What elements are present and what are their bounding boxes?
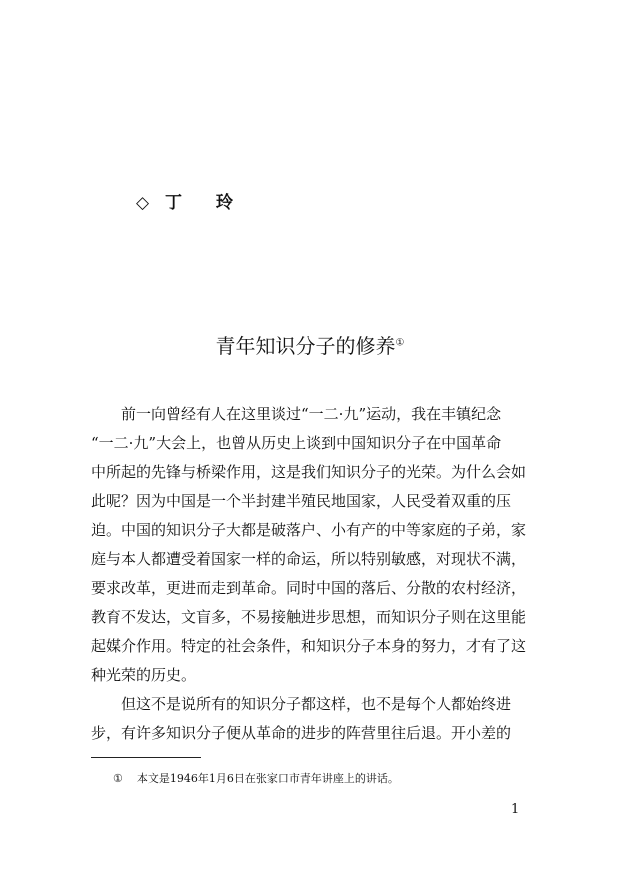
article-title-text: 青年知识分子的修养 bbox=[215, 334, 396, 358]
diamond-icon: ◇ bbox=[136, 193, 150, 213]
body-line: 迫。中国的知识分子大都是破落户、小有产的中等家庭的子弟，家 bbox=[91, 521, 527, 539]
body-line: 起媒介作用。特定的社会条件，和知识分子本身的努力，才有了这 bbox=[91, 637, 527, 655]
body-line: “一二·九”大会上，也曾从历史上谈到中国知识分子在中国革命 bbox=[91, 434, 502, 452]
body-line: 要求改革，更进而走到革命。同时中国的落后、分散的农村经济， bbox=[91, 579, 527, 597]
footnote-mark: ① bbox=[113, 772, 123, 785]
body-line: 步，有许多知识分子便从革命的进步的阵营里往后退。开小差的 bbox=[91, 724, 512, 742]
body-line: 前一向曾经有人在这里谈过“一二·九”运动，我在丰镇纪念 bbox=[121, 405, 502, 423]
body-line: 但这不是说所有的知识分子都这样，也不是每个人都始终进 bbox=[121, 695, 512, 713]
body-line: 教育不发达，文盲多，不易接触进步思想，而知识分子则在这里能 bbox=[91, 608, 527, 626]
author-line bbox=[136, 188, 233, 213]
author-given-name: 玲 bbox=[216, 193, 233, 213]
article-body bbox=[91, 400, 529, 748]
footnote-text: 本文是1946年1月6日在张家口市青年讲座上的讲话。 bbox=[136, 772, 399, 785]
footnote bbox=[113, 771, 399, 787]
body-line: 此呢？因为中国是一个半封建半殖民地国家，人民受着双重的压 bbox=[91, 492, 512, 510]
body-line: 中所起的先锋与桥梁作用，这是我们知识分子的光荣。为什么会如 bbox=[91, 463, 527, 481]
author-surname: 丁 bbox=[165, 193, 182, 213]
page-number: 1 bbox=[511, 802, 520, 817]
footnote-divider bbox=[91, 757, 201, 758]
article-title bbox=[0, 330, 620, 359]
body-line: 种光荣的历史。 bbox=[91, 666, 197, 684]
footnote-reference: ① bbox=[395, 337, 405, 349]
body-line: 庭与本人都遭受着国家一样的命运，所以特别敏感，对现状不满， bbox=[91, 550, 527, 568]
